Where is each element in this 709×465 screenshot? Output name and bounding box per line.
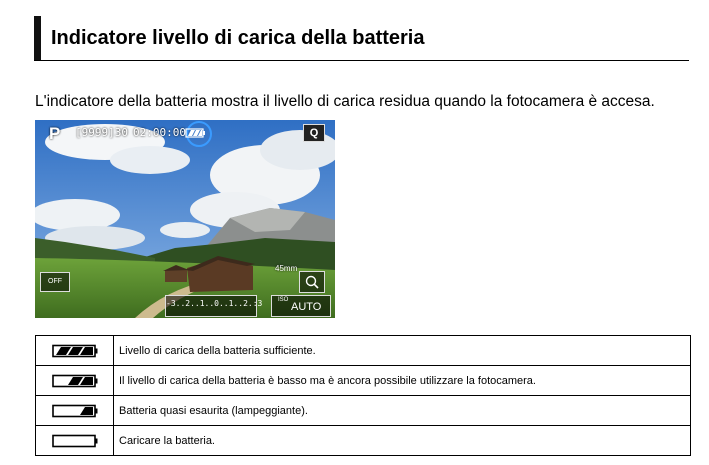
battery-icon-cell: [36, 426, 114, 456]
battery-icon: [52, 344, 98, 358]
battery-segment: [56, 347, 71, 355]
battery-icon-cell: [36, 396, 114, 426]
iso-label: ISO: [278, 297, 289, 303]
zoom-icon[interactable]: [299, 271, 325, 293]
battery-description: Caricare la batteria.: [114, 426, 691, 456]
battery-icon: [52, 434, 98, 448]
exposure-scale-text: -3..2..1..0..1..2.:3: [166, 299, 263, 308]
shooting-mode: P: [49, 124, 61, 143]
camera-screen-image: [35, 120, 335, 318]
battery-level-table: [35, 335, 691, 456]
table-row: [36, 396, 691, 426]
battery-segment: [68, 377, 83, 385]
battery-icon-cell: [36, 336, 114, 366]
page-title: Indicatore livello di carica della batteria: [51, 27, 425, 49]
battery-icon-cell: [36, 366, 114, 396]
battery-icon: [185, 126, 207, 140]
focal-length: 45mm: [275, 264, 298, 273]
intro-paragraph: L'indicatore della batteria mostra il livello di carica residua quando la fotocamera è accesa.: [35, 93, 655, 110]
battery-icon: [52, 374, 98, 388]
battery-description: Livello di carica della batteria sufficiente.: [114, 336, 691, 366]
landscape-photo: [35, 120, 335, 318]
battery-segment: [80, 407, 93, 415]
q-button-icon[interactable]: Q: [303, 124, 325, 142]
iso-setting[interactable]: [271, 295, 331, 317]
flash-off-label: OFF: [48, 278, 62, 285]
section-heading: [34, 16, 689, 61]
battery-icon: [52, 404, 98, 418]
flash-off-icon[interactable]: [40, 272, 70, 292]
recording-time: 02:00:00: [133, 126, 186, 139]
heading-accent-bar: [34, 16, 41, 60]
battery-description: Il livello di carica della batteria è basso ma è ancora possibile utilizzare la fotocamera.: [114, 366, 691, 396]
table-row: [36, 366, 691, 396]
battery-description: Batteria quasi esaurita (lampeggiante).: [114, 396, 691, 426]
iso-value: AUTO: [291, 301, 322, 313]
table-row: [36, 426, 691, 456]
shots-remaining: [9999]30: [75, 126, 128, 139]
table-row: [36, 336, 691, 366]
battery-segment: [68, 347, 83, 355]
exposure-scale-icon[interactable]: [165, 295, 263, 317]
